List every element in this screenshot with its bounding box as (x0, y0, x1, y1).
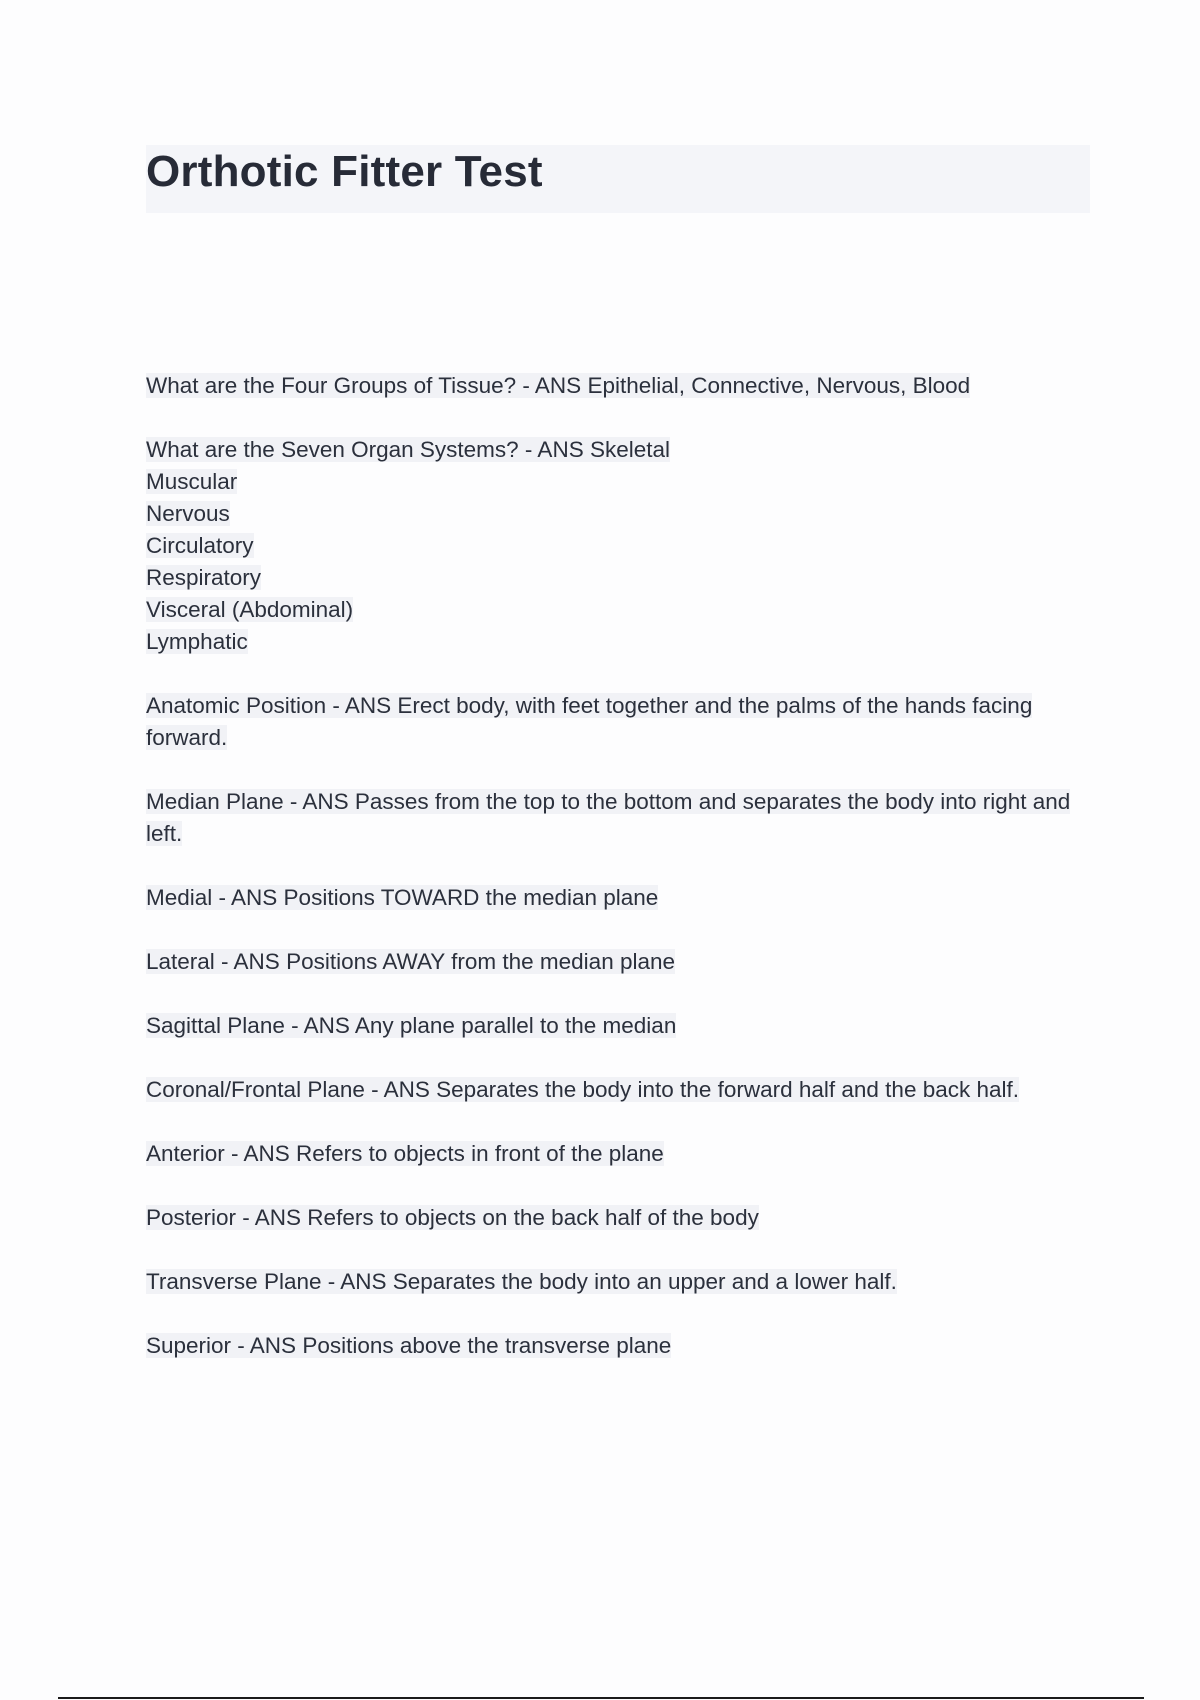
qa-item (146, 882, 1086, 914)
list-line: Nervous (146, 501, 230, 526)
qa-item (146, 1330, 1086, 1362)
qa-item (146, 1266, 1086, 1298)
list-line: Visceral (Abdominal) (146, 597, 354, 622)
footer-divider (58, 1697, 1144, 1699)
qa-item (146, 1074, 1086, 1106)
qa-text: Coronal/Frontal Plane - ANS Separates the body into the forward half and the back half. (146, 1077, 1020, 1102)
qa-text: Sagittal Plane - ANS Any plane parallel to the median (146, 1013, 677, 1038)
qa-item (146, 1010, 1086, 1042)
qa-item (146, 370, 1086, 402)
page-title: Orthotic Fitter Test (146, 147, 543, 196)
qa-text: Anatomic Position - ANS Erect body, with feet together and the palms of the hands facing forward. (146, 693, 1033, 750)
qa-text: What are the Seven Organ Systems? - ANS Skeletal (146, 437, 670, 462)
qa-text: Superior - ANS Positions above the transverse plane (146, 1333, 672, 1358)
list-line: Lymphatic (146, 629, 248, 654)
qa-item (146, 1138, 1086, 1170)
qa-item (146, 786, 1086, 850)
qa-list (146, 370, 1086, 1394)
qa-text: Posterior - ANS Refers to objects on the back half of the body (146, 1205, 759, 1230)
list-line: Circulatory (146, 533, 254, 558)
qa-item (146, 434, 1086, 658)
list-line: Muscular (146, 469, 238, 494)
qa-text: Median Plane - ANS Passes from the top to the bottom and separates the body into right and left. (146, 789, 1071, 846)
qa-text: What are the Four Groups of Tissue? - ANS Epithelial, Connective, Nervous, Blood (146, 373, 971, 398)
qa-text: Lateral - ANS Positions AWAY from the median plane (146, 949, 676, 974)
qa-text: Anterior - ANS Refers to objects in front of the plane (146, 1141, 664, 1166)
qa-text: Transverse Plane - ANS Separates the body into an upper and a lower half. (146, 1269, 897, 1294)
qa-item (146, 946, 1086, 978)
qa-item (146, 690, 1086, 754)
qa-text: Medial - ANS Positions TOWARD the median plane (146, 885, 659, 910)
qa-item (146, 1202, 1086, 1234)
list-line: Respiratory (146, 565, 262, 590)
